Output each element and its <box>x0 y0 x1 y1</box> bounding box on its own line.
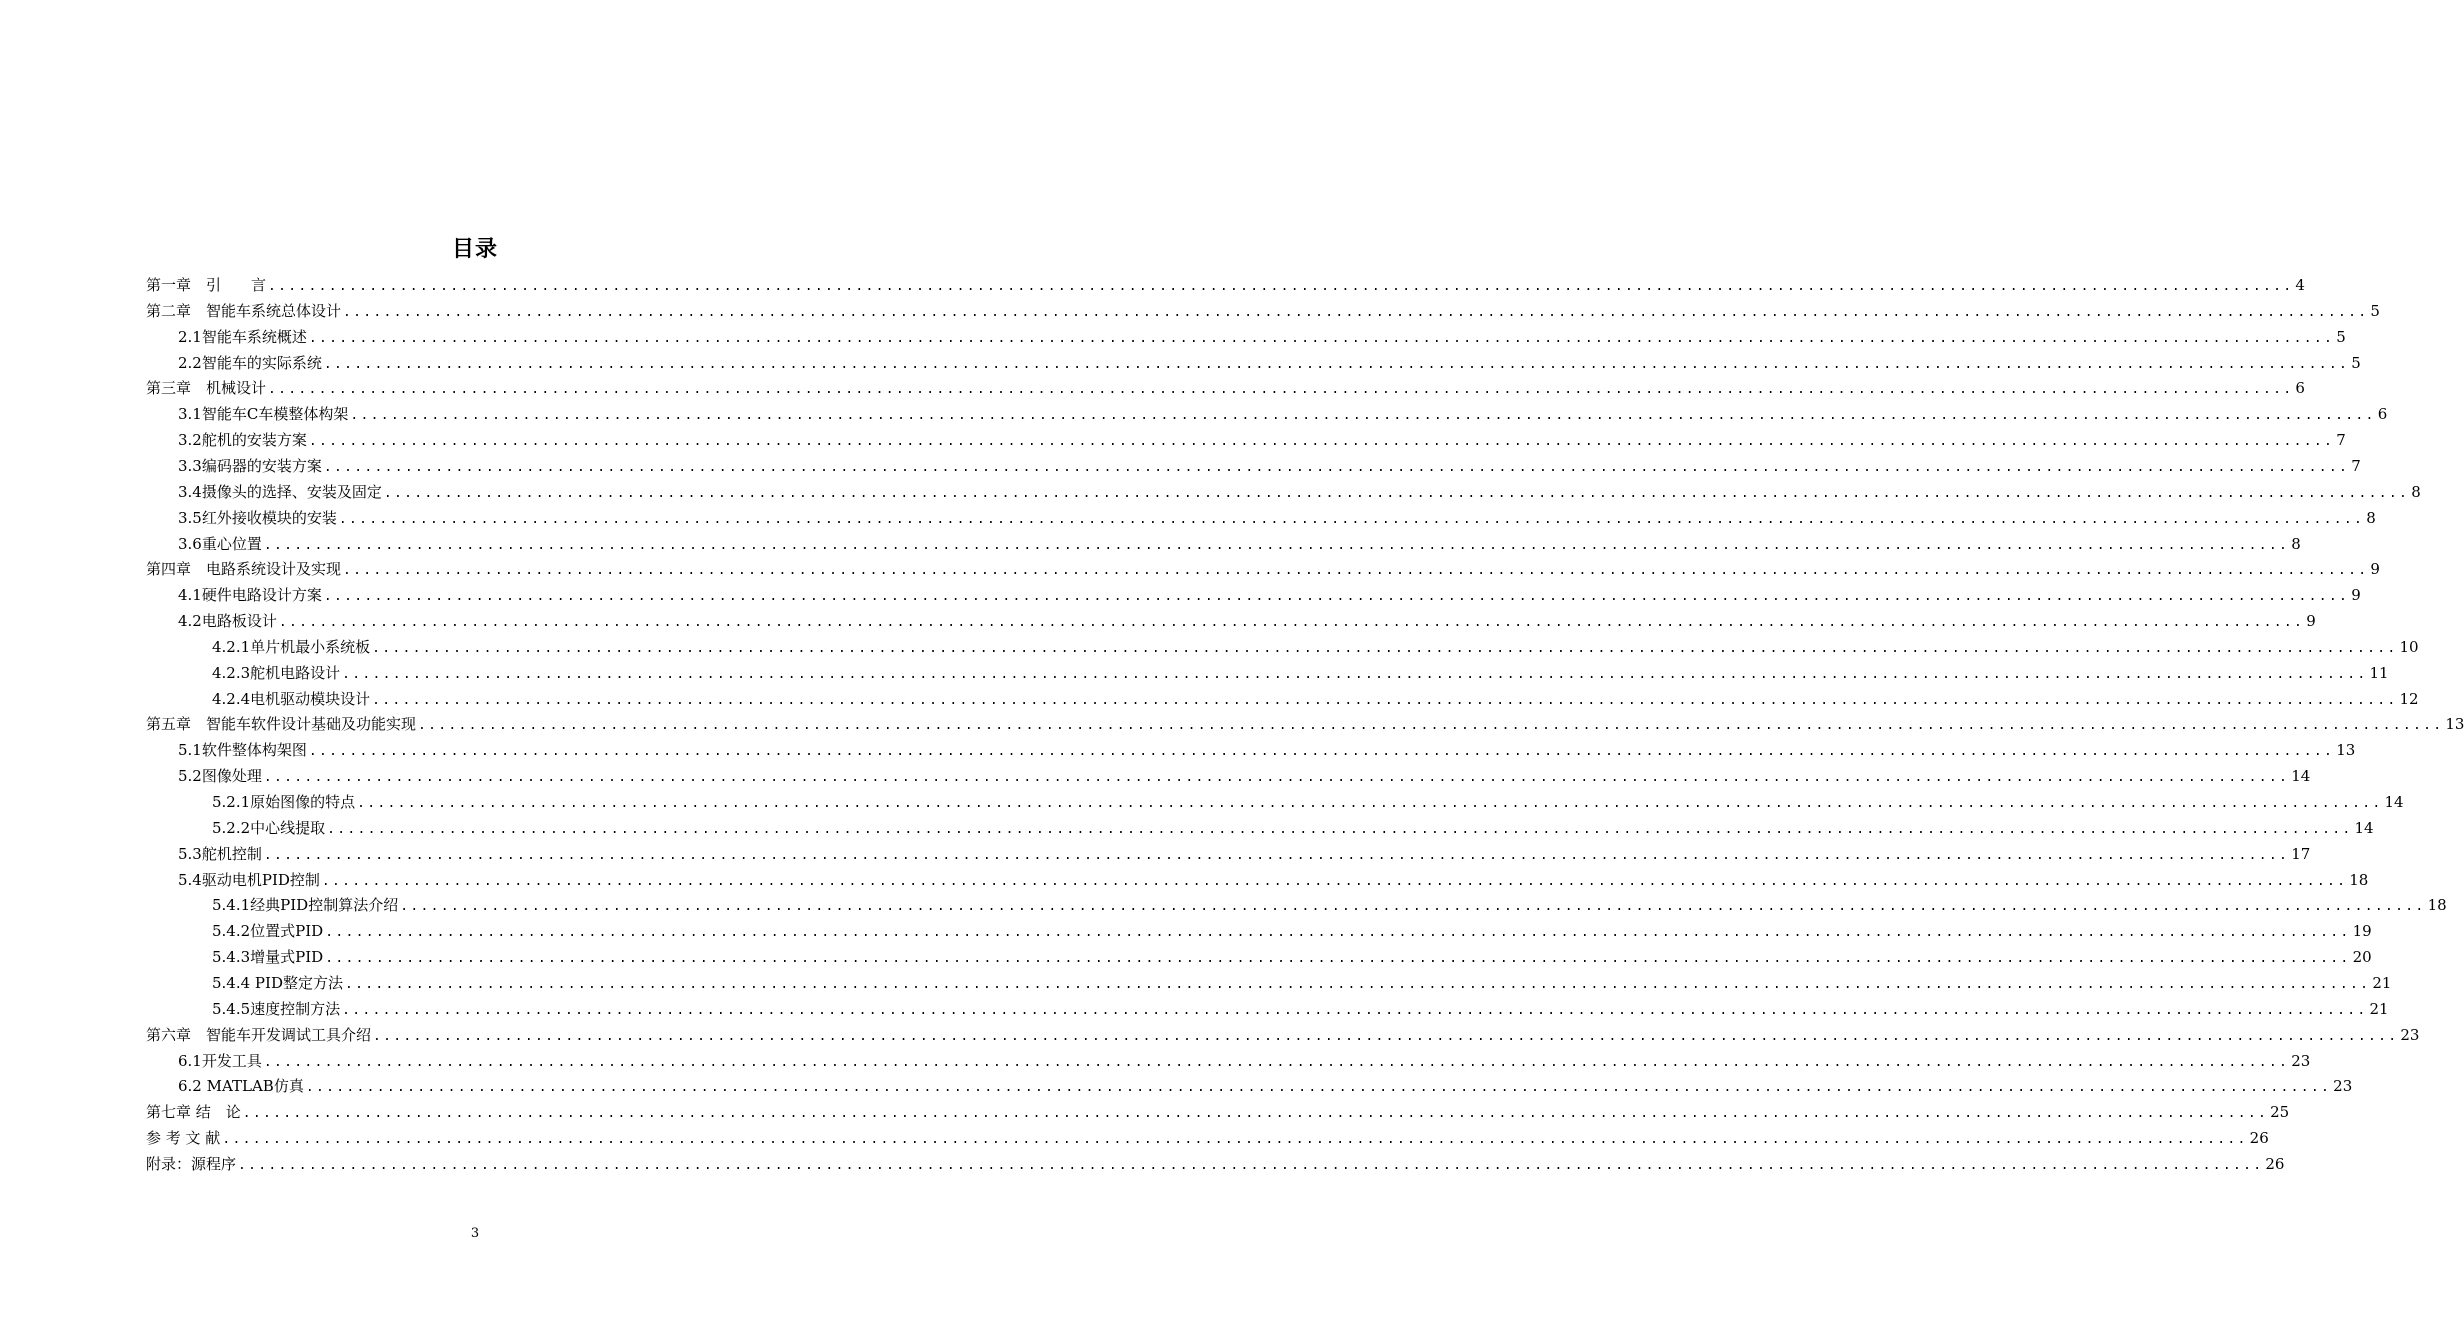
toc-entry-page: 18 <box>2349 870 2369 889</box>
toc-entry[interactable] <box>212 789 2404 815</box>
toc-entry[interactable] <box>212 944 2372 970</box>
toc-entry-page: 14 <box>2354 818 2374 837</box>
toc-leader-dots: ........................................................................................................................................................................................................ <box>342 666 2368 682</box>
toc-entry-label: 5.2.2中心线提取 <box>212 818 326 837</box>
toc-entry-label: 5.4.1经典PID控制算法介绍 <box>212 896 399 915</box>
toc-leader-dots: ........................................................................................................................................................................................................ <box>323 589 2350 605</box>
toc-entry-page: 23 <box>2333 1077 2353 1096</box>
toc-leader-dots: ........................................................................................................................................................................................................ <box>338 511 2365 527</box>
toc-entry[interactable] <box>178 324 2346 350</box>
toc-entry-label: 3.3编码器的安装方案 <box>178 456 322 475</box>
toc-entry-label: 5.2.1原始图像的特点 <box>212 793 356 811</box>
toc-entry-label: 3.4摄像头的选择、安装及固定 <box>178 482 382 501</box>
toc-entry-page: 14 <box>2384 793 2404 811</box>
toc-entry-label: 第六章 智能车开发调试工具介绍 <box>146 1025 372 1044</box>
toc-entry-page: 5 <box>2370 301 2380 320</box>
toc-entry-label: 4.2.1单片机最小系统板 <box>212 637 371 656</box>
toc-entry-page: 6 <box>2295 379 2305 398</box>
toc-entry-page: 19 <box>2352 922 2372 941</box>
toc-leader-dots: ........................................................................................................................................................................................................ <box>344 976 2371 992</box>
toc-entry[interactable] <box>212 996 2389 1022</box>
toc-entry-label: 第四章 电路系统设计及实现 <box>146 560 342 579</box>
page-title: 目录 <box>451 237 498 262</box>
toc-leader-dots: ........................................................................................................................................................................................................ <box>418 718 2444 734</box>
toc-entry-page: 7 <box>2351 456 2361 475</box>
toc-entry-label: 5.4.5速度控制方法 <box>212 999 341 1018</box>
toc-entry-page: 13 <box>2445 715 2464 734</box>
toc-entry-page: 8 <box>2366 508 2376 527</box>
toc-entry-page: 26 <box>2265 1154 2285 1173</box>
toc-leader-dots: ........................................................................................................................................................................................................ <box>263 770 2290 786</box>
toc-leader-dots: ........................................................................................................................................................................................................ <box>268 382 2294 398</box>
toc-entry[interactable] <box>178 505 2376 531</box>
toc-entry-page: 5 <box>2336 327 2346 346</box>
toc-entry-label: 2.2智能车的实际系统 <box>178 353 322 372</box>
toc-entry[interactable] <box>178 1048 2311 1074</box>
toc-entry[interactable] <box>146 1099 2290 1125</box>
toc-entry[interactable] <box>212 918 2372 944</box>
toc-leader-dots: ........................................................................................................................................................................................................ <box>343 563 2369 579</box>
toc-entry-page: 5 <box>2351 353 2361 372</box>
toc-entry[interactable] <box>146 711 2464 737</box>
toc-entry[interactable] <box>212 660 2389 686</box>
toc-entry-label: 3.2舵机的安装方案 <box>178 431 307 450</box>
toc-entry-page: 7 <box>2336 431 2346 450</box>
toc-entry[interactable] <box>146 1022 2420 1048</box>
toc-leader-dots: ........................................................................................................................................................................................................ <box>383 485 2410 501</box>
toc-entry-page: 10 <box>2399 637 2419 656</box>
toc-leader-dots: ........................................................................................................................................................................................................ <box>373 1028 2399 1044</box>
toc-entry-page: 8 <box>2411 482 2421 501</box>
toc-entry[interactable] <box>146 1125 2269 1151</box>
toc-entry-label: 第五章 智能车软件设计基础及功能实现 <box>146 715 417 734</box>
toc-leader-dots: ........................................................................................................................................................................................................ <box>268 279 2294 294</box>
toc-entry-label: 4.1硬件电路设计方案 <box>178 586 322 605</box>
toc-leader-dots: ........................................................................................................................................................................................................ <box>278 615 2305 631</box>
toc-entry-label: 6.2 MATLAB仿真 <box>178 1077 304 1096</box>
toc-entry[interactable] <box>146 1151 2285 1177</box>
toc-leader-dots: ........................................................................................................................................................................................................ <box>357 796 2383 811</box>
toc-entry[interactable] <box>212 970 2392 996</box>
toc-entry[interactable] <box>178 1073 2353 1099</box>
toc-entry-page: 26 <box>2249 1129 2269 1148</box>
toc-entry-page: 9 <box>2351 586 2361 605</box>
toc-entry-page: 9 <box>2370 560 2380 579</box>
toc-entry-label: 第三章 机械设计 <box>146 379 267 398</box>
toc-entry-page: 21 <box>2372 973 2392 992</box>
toc-leader-dots: ........................................................................................................................................................................................................ <box>323 459 2350 475</box>
toc-entry-page: 23 <box>2291 1051 2311 1070</box>
toc-entry-page: 18 <box>2427 896 2447 915</box>
toc-entry[interactable] <box>178 763 2311 789</box>
toc-entry-page: 11 <box>2369 663 2389 682</box>
toc-leader-dots: ........................................................................................................................................................................................................ <box>325 951 2351 967</box>
toc-leader-dots: ........................................................................................................................................................................................................ <box>263 537 2290 553</box>
toc-leader-dots: ........................................................................................................................................................................................................ <box>327 821 2353 837</box>
toc-entry[interactable] <box>146 375 2305 401</box>
toc-entry-page: 23 <box>2400 1025 2420 1044</box>
toc-entry-page: 8 <box>2291 534 2301 553</box>
toc-entry-label: 2.1智能车系统概述 <box>178 327 307 346</box>
toc-entry-page: 17 <box>2291 844 2311 863</box>
toc-entry[interactable] <box>212 634 2419 660</box>
toc-entry[interactable] <box>146 298 2380 324</box>
toc-entry-page: 25 <box>2270 1103 2290 1122</box>
toc-entry-label: 6.1开发工具 <box>178 1051 262 1070</box>
toc-leader-dots: ........................................................................................................................................................................................................ <box>242 1106 2269 1122</box>
toc-entry[interactable] <box>212 815 2374 841</box>
toc-entry-label: 第七章 结 论 <box>146 1103 241 1122</box>
toc-entry[interactable] <box>178 608 2316 634</box>
toc-entry[interactable] <box>178 350 2361 376</box>
toc-entry-page: 12 <box>2399 689 2419 708</box>
toc-leader-dots: ........................................................................................................................................................................................................ <box>238 1157 2264 1173</box>
toc-entry[interactable] <box>178 427 2346 453</box>
toc-entry-label: 附录：源程序 <box>146 1154 237 1173</box>
toc-entry-label: 5.4.3增量式PID <box>212 948 324 967</box>
toc-entry-label: 3.6重心位置 <box>178 534 262 553</box>
toc-entry-label: 5.4.2位置式PID <box>212 922 324 941</box>
toc-entry[interactable] <box>146 272 2305 298</box>
toc-entry[interactable] <box>178 737 2356 763</box>
toc-leader-dots: ........................................................................................................................................................................................................ <box>305 1080 2332 1096</box>
toc-entry[interactable] <box>212 686 2419 712</box>
page-number: 3 <box>470 1226 480 1241</box>
toc-leader-dots: ........................................................................................................................................................................................................ <box>325 925 2351 941</box>
toc-leader-dots: ........................................................................................................................................................................................................ <box>263 847 2290 863</box>
toc-entry-page: 21 <box>2369 999 2389 1018</box>
toc-leader-dots: ........................................................................................................................................................................................................ <box>308 330 2335 346</box>
toc-entry-page: 9 <box>2306 612 2316 631</box>
toc-entry-label: 第二章 智能车系统总体设计 <box>146 301 342 320</box>
toc-leader-dots: ........................................................................................................................................................................................................ <box>308 744 2335 760</box>
toc-entry-label: 3.5红外接收模块的安装 <box>178 508 337 527</box>
toc-entry-page: 20 <box>2352 948 2372 967</box>
toc-leader-dots: ........................................................................................................................................................................................................ <box>222 1132 2248 1148</box>
toc-entry-label: 参 考 文 献 <box>146 1129 221 1148</box>
toc-leader-dots: ........................................................................................................................................................................................................ <box>321 873 2348 889</box>
toc-entry-label: 5.2图像处理 <box>178 767 262 786</box>
toc-entry-page: 13 <box>2336 741 2356 760</box>
toc-entry-label: 5.4驱动电机PID控制 <box>178 870 320 889</box>
toc-entry[interactable] <box>178 582 2361 608</box>
toc-entry-label: 4.2.4电机驱动模块设计 <box>212 689 371 708</box>
toc-leader-dots: ........................................................................................................................................................................................................ <box>372 692 2398 708</box>
toc-entry[interactable] <box>178 841 2311 867</box>
toc-entry-page: 6 <box>2377 405 2388 424</box>
toc-entry[interactable] <box>178 867 2369 893</box>
toc-leader-dots: ........................................................................................................................................................................................................ <box>308 434 2335 450</box>
toc-entry-label: 第一章 引 言 <box>146 276 267 294</box>
toc-entry[interactable] <box>178 531 2301 557</box>
toc-entry-label: 5.1软件整体构架图 <box>178 741 307 760</box>
toc-entry-label: 5.3舵机控制 <box>178 844 262 863</box>
toc-entry-label: 4.2电路板设计 <box>178 612 277 631</box>
toc-entry-page: 4 <box>2295 276 2305 294</box>
toc-leader-dots: ........................................................................................................................................................................................................ <box>323 356 2350 372</box>
toc-entry[interactable] <box>178 479 2421 505</box>
toc-leader-dots: ........................................................................................................................................................................................................ <box>400 899 2426 915</box>
toc-leader-dots: ........................................................................................................................................................................................................ <box>342 1002 2368 1018</box>
toc-entry[interactable] <box>212 892 2447 918</box>
toc-leader-dots: ........................................................................................................................................................................................................ <box>350 408 2376 424</box>
toc-entry[interactable] <box>178 401 2388 427</box>
toc-leader-dots: ........................................................................................................................................................................................................ <box>372 640 2398 656</box>
toc-entry[interactable] <box>146 556 2380 582</box>
toc-leader-dots: ........................................................................................................................................................................................................ <box>263 1054 2290 1070</box>
toc-leader-dots: ........................................................................................................................................................................................................ <box>343 304 2369 320</box>
toc-entry[interactable] <box>178 453 2361 479</box>
toc-entry-label: 4.2.3舵机电路设计 <box>212 663 341 682</box>
toc-entry-page: 14 <box>2291 767 2311 786</box>
toc-entry-label: 3.1智能车C车模整体构架 <box>178 405 349 424</box>
toc-entry-label: 5.4.4 PID整定方法 <box>212 973 343 992</box>
